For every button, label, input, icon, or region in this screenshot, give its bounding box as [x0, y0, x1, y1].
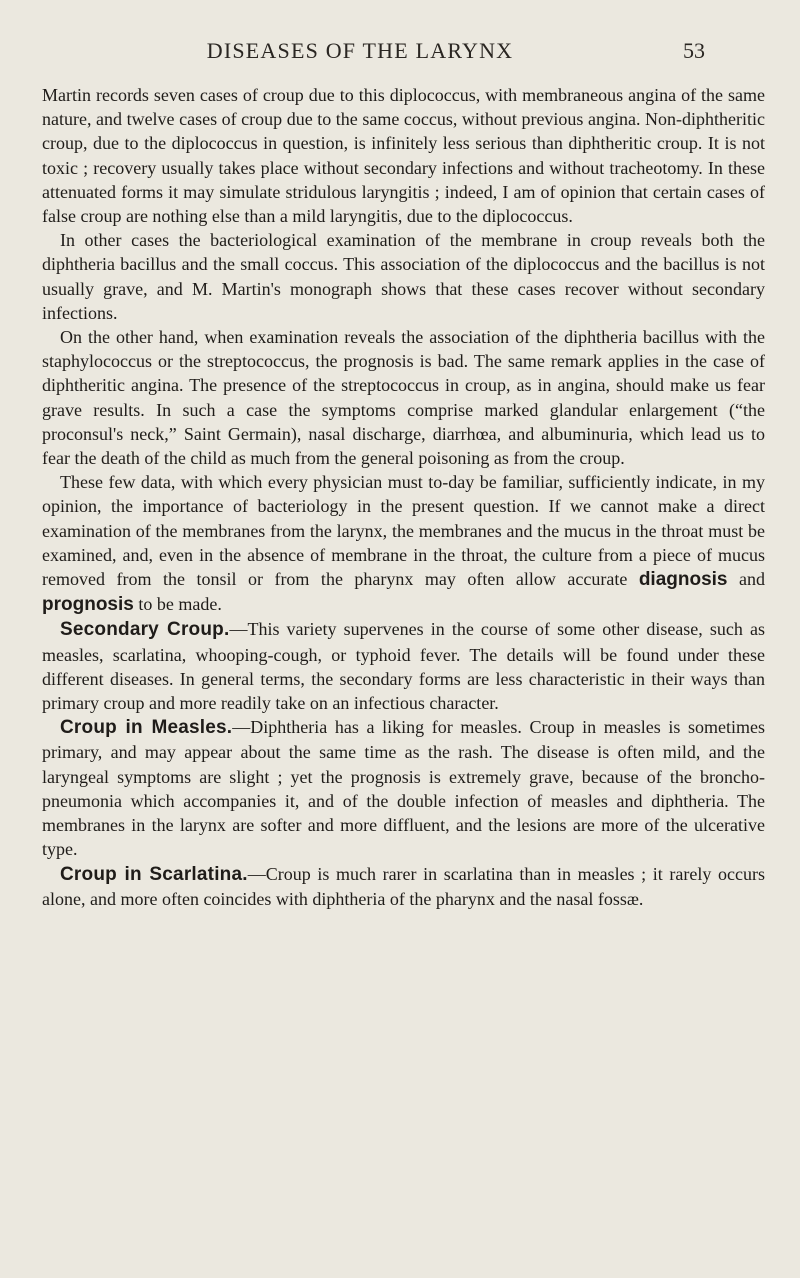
- term-prognosis: prognosis: [42, 594, 134, 616]
- paragraph-text: On the other hand, when examination reveals the association of the diphtheria bacillus with the staphylococcus or the streptococcus, the prognosis is bad. The same remark applies in the case of diphtheritic angina. The presence of the streptococcus in croup, as in angina, should make us fear grave results. In such a case the symptoms comprise marked glandular enlargement (“the proconsul's neck,” Saint Germain), nasal discharge, diarrhœa, and albuminuria, which lead us to fear the death of the child as much from the general poisoning as from the croup.: [42, 327, 765, 469]
- paragraph-text: Martin records seven cases of croup due to this diplococcus, with membraneous angina of the same nature, and twelve cases of croup due to the same coccus, without previous angina. Non-diphtheritic croup, due to the diplococcus in question, is infinitely less serious than diphtheritic croup. It is not toxic ; recovery usually takes place without secondary infections and without tracheotomy. In these attenuated forms it may simulate stridulous laryngitis ; indeed, I am of opinion that certain cases of false croup are nothing else than a mild laryngitis, due to the diplococcus.: [42, 85, 765, 227]
- paragraph-text: These few data, with which every physician must to-day be familiar, sufficiently indicate, in my opinion, the importance of bacteriology in the present question. If we cannot make a direct examination of the membranes from the larynx, the membranes and the mucus in the throat must be examined, and, even in the absence of membrane in the throat, the culture from a piece of mucus removed from the tonsil or from the pharynx may often allow accurate: [42, 472, 765, 590]
- running-head: [0, 38, 800, 68]
- paragraph-martin-records: [42, 83, 765, 228]
- paragraph-croup-in-scarlatina: [42, 862, 765, 911]
- section-heading-secondary-croup: Secondary Croup.: [60, 619, 230, 641]
- paragraph-text: and: [727, 569, 765, 590]
- running-title: DISEASES OF THE LARYNX: [206, 38, 514, 63]
- page-number: 53: [683, 38, 705, 63]
- paragraph-secondary-croup: [42, 617, 765, 715]
- paragraph-text: —This variety supervenes in the course of some other disease, such as measles, scarlatina, whooping-cough, or typhoid fever. The details will be found under these different diseases. In general terms, the secondary forms are less characteristic in their ways than primary croup and more readily take on an infectious character.: [42, 619, 765, 714]
- paragraph-bacteriological-examination: [42, 228, 765, 325]
- paragraph-importance-of-bacteriology: [42, 470, 765, 617]
- section-heading-croup-in-scarlatina: Croup in Scarlatina.: [60, 863, 248, 885]
- paragraph-streptococcus-association: [42, 325, 765, 470]
- paragraph-text: In other cases the bacteriological examination of the membrane in croup reveals both the diphtheria bacillus and the small coccus. This association of the diplococcus and the bacillus is not usually grave, and M. Martin's monograph shows that these cases recover without secondary infections.: [42, 230, 765, 323]
- body-text: [42, 83, 765, 911]
- term-diagnosis: diagnosis: [638, 569, 728, 591]
- paragraph-text: —Diphtheria has a liking for measles. Croup in measles is sometimes primary, and may appear about the same time as the rash. The disease is often mild, and the laryngeal symptoms are slight ; yet the prognosis is extremely grave, because of the broncho-pneumonia which accompanies it, and of the double infection of measles and diphtheria. The membranes in the larynx are softer and more diffluent, and the lesions are more of the ulcerative type.: [42, 717, 765, 860]
- section-heading-croup-in-measles: Croup in Measles.: [60, 717, 233, 739]
- paragraph-text: to be made.: [133, 594, 222, 615]
- paragraph-text: —Croup is much rarer in scarlatina than in measles ; it rarely occurs alone, and more often coincides with diphtheria of the pharynx and the nasal fossæ.: [42, 863, 765, 909]
- paragraph-croup-in-measles: [42, 715, 765, 861]
